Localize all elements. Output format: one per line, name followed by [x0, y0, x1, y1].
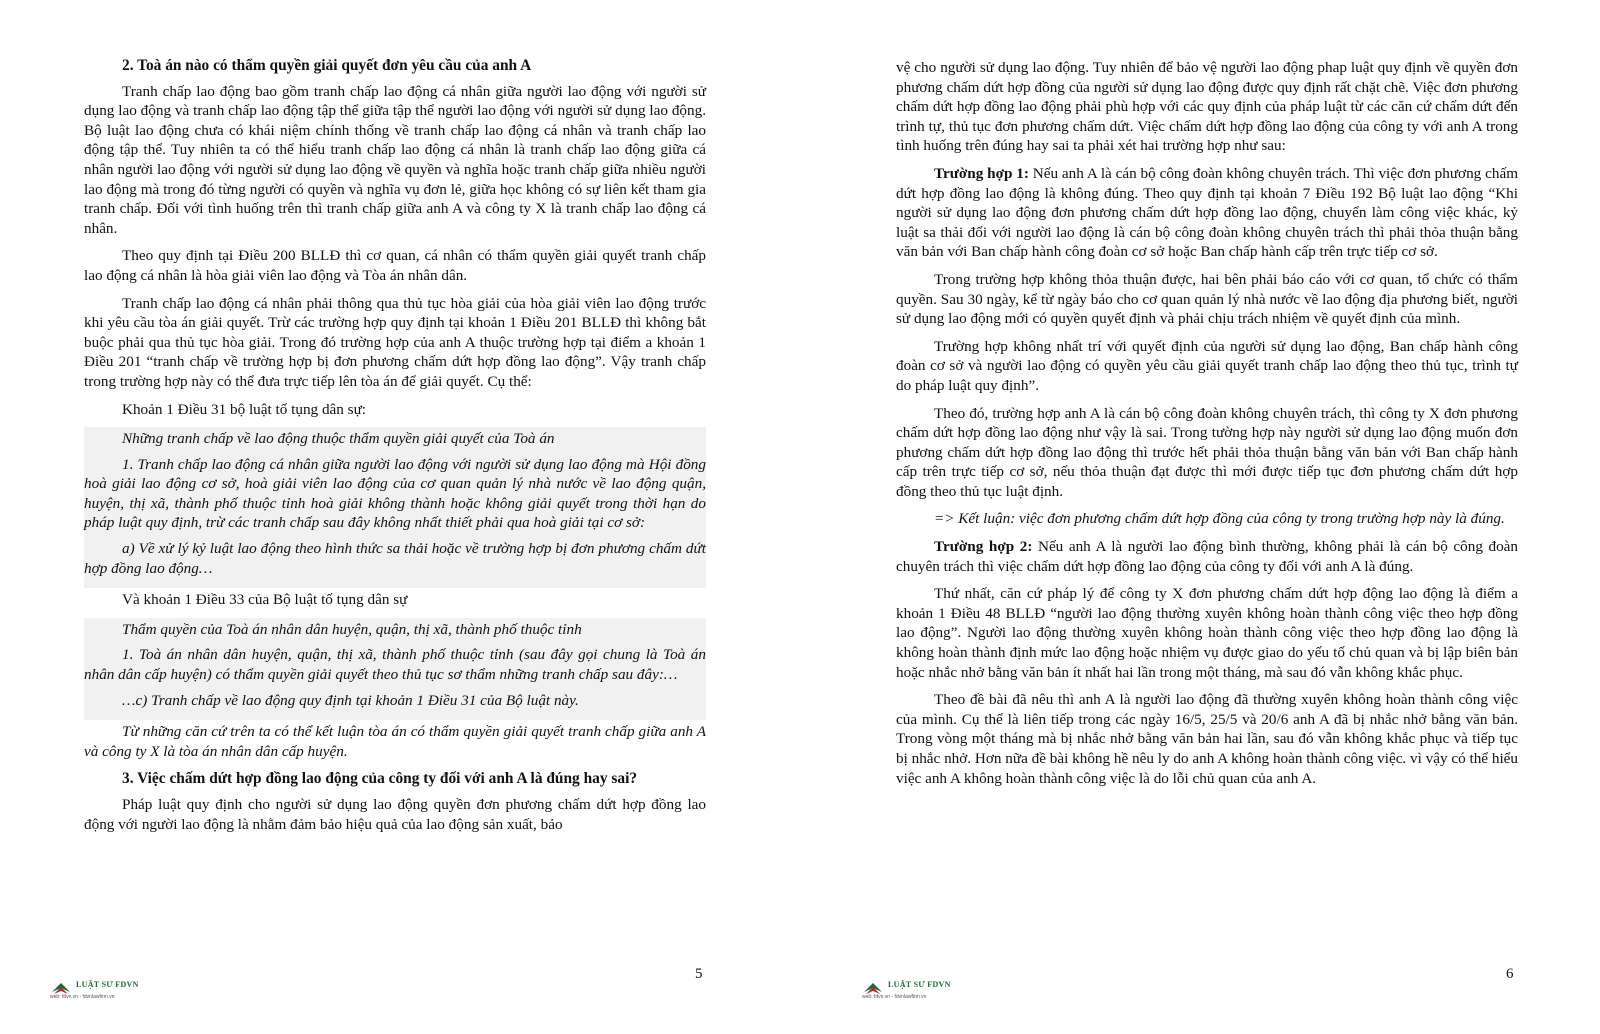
page-5-body	[84, 56, 706, 842]
paragraph: Tranh chấp lao động bao gồm tranh chấp lao động cá nhân giữa người lao động với người sử dụng lao động và tranh chấp lao động tập thể giữa tập thể người lao động với người sử dụng lao động. Bộ luật lao động chưa có khái niệm chính thống về tranh chấp lao động cá nhân và tranh chấp lao động tập thể. Tuy nhiên ta có thể hiểu tranh chấp lao động cá nhân là tranh chấp lao động giữa cá nhân người lao động với người sử dụng lao động về quyền và nghĩa hoặc tranh chấp giữa nhiều người lao động mà trong đó từng người có quyền và nghĩa vụ đơn lẻ, giữa học không có sự liên kết tham gia tranh chấp. Đối với tình huống trên thì tranh chấp giữa anh A và công ty X là tranh chấp lao động cá nhân.	[84, 82, 706, 237]
legal-quote-article-31	[84, 427, 706, 588]
footer-logo	[862, 977, 972, 1005]
paragraph: Pháp luật quy định cho người sử dụng lao động quyền đơn phương chấm dứt hợp đồng lao động với người lao động là nhằm đảm bảo hiệu quả của lao động sản xuất, bảo	[84, 796, 706, 833]
footer-logo	[50, 977, 160, 1005]
paragraph: Trường hợp không nhất trí với quyết định của người sử dụng lao động, Ban chấp hành công đoàn cơ sở và người lao động có quyền yêu cầu giải quyết tranh chấp lao động theo thủ tục, trình tự do pháp luật quy định”.	[896, 337, 1518, 394]
quote-paragraph: 1. Tranh chấp lao động cá nhân giữa người lao động với người sử dụng lao động mà Hội đồng hoà giải lao động cơ sở, hoà giải viên lao động của cơ quan quản lý nhà nước về lao động quận, huyện, thị xã, thành phố thuộc tỉnh hoà giải không thành hoặc không giải quyết trong thời hạn do pháp luật quy định, trừ các tranh chấp sau đây không nhất thiết phải qua hoà giải tại cơ sở:	[84, 455, 706, 532]
paragraph: Thứ nhất, căn cứ pháp lý để công ty X đơn phương chấm dứt hợp động lao động là điểm a khoản 1 Điều 48 BLLĐ “người lao động thường xuyên không hoàn thành công việc theo hợp đồng lao động”. Người lao động thường xuyên không hoàn thành công việc theo hợp đồng lao động là không hoàn thành định mức lao động hoặc nhiệm vụ được giao do yếu tố chủ quan và bị lập biên bản hoặc nhắc nhở bằng văn bản ít nhất hai lần trong một tháng, mà sau đó vẫn không khắc phục.	[896, 585, 1518, 681]
document-page-6	[800, 0, 1600, 1034]
paragraph: Khoản 1 Điều 31 bộ luật tố tụng dân sự:	[122, 400, 367, 418]
case-1-paragraph	[896, 164, 1518, 262]
section-heading-3: 3. Việc chấm dứt hợp đồng lao động của công ty đối với anh A là đúng hay sai?	[122, 770, 638, 788]
paragraph: Theo đề bài đã nêu thì anh A là người lao động đã thường xuyên không hoàn thành công việc của mình. Cụ thể là liên tiếp trong các ngày 16/5, 25/5 và 20/6 anh A đã bị nhắc nhở bằng văn bản. Trong vòng một tháng mà bị nhắc nhở bằng văn bản hai lần, sau đó vẫn không khắc phục và tiếp tục bị nhắc nhở. Hơn nữa đề bài không hề nêu ly do anh A không hoàn thành công việc. vì vậy có thể hiểu việc anh A không hoàn thành công việc là do lỗi chủ quan của anh A.	[896, 691, 1518, 787]
logo-sub-text: web: fdvn.vn - fdvnlawfirm.vn	[862, 994, 927, 1000]
case-2-text: Nếu anh A là người lao động bình thường, không phải là cán bộ công đoàn chuyên trách thì việc chấm dứt hợp đồng lao động của công ty đối với anh A là đúng.	[896, 538, 1519, 575]
quote-paragraph: Những tranh chấp về lao động thuộc thẩm quyền giải quyết của Toà án	[122, 430, 555, 448]
logo-brand-text: LUẬT SƯ FDVN	[888, 980, 951, 989]
paragraph: Và khoản 1 Điều 33 của Bộ luật tố tụng dân sự	[122, 591, 408, 609]
quote-paragraph: a) Về xử lý kỷ luật lao động theo hình thức sa thải hoặc về trường hợp bị đơn phương chấm dứt hợp đồng lao động…	[84, 540, 706, 577]
paragraph: vệ cho người sử dụng lao động. Tuy nhiên để bảo vệ người lao động phap luật quy định về quyền đơn phương chấm dứt hợp đồng của người sử dụng lao động được quy định rất chặt chẽ. Việc đơn phương chấm dứt hợp đồng lao động phải phù hợp với các quy định của pháp luật từ các căn cứ chấm dứt đến trình tự, thủ tục đơn phương chấm dứt. Việc chấm dứt hợp đồng lao động của công ty với anh A trong tình huống trên đúng hay sai ta phải xét hai trường hợp như sau:	[896, 59, 1518, 155]
case-2-paragraph	[896, 537, 1518, 576]
logo-brand-text: LUẬT SƯ FDVN	[76, 980, 139, 989]
paragraph: Tranh chấp lao động cá nhân phải thông qua thủ tục hòa giải của hòa giải viên lao động trước khi yêu cầu tòa án giải quyết. Trừ các trường hợp quy định tại khoản 1 Điều 201 BLLĐ thì không bắt buộc phải qua thủ tục hòa giải. Trong đó trường hợp của anh A thuộc trường hợp tại điểm a khoản 1 Điều 201 “tranh chấp về trường hợp bị đơn phương chấm dứt hợp đồng lao động”. Vậy tranh chấp trong trường hợp này có thể đưa trực tiếp lên tòa án để giải quyết. Cụ thể:	[84, 294, 706, 390]
paragraph: Trong trường hợp không thỏa thuận được, hai bên phải báo cáo với cơ quan, tổ chức có thẩm quyền. Sau 30 ngày, kể từ ngày báo cho cơ quan quản lý nhà nước về lao động địa phương biết, người sử dụng lao động mới có quyền quyết định và phải chịu trách nhiệm về quyết định của mình.	[896, 270, 1518, 328]
conclusion-paragraph: => Kết luận: việc đơn phương chấm dứt hợp đồng của công ty trong trường hợp này là đúng.	[934, 510, 1505, 528]
case-1-text: Nếu anh A là cán bộ công đoàn không chuyên trách. Thì việc đơn phương chấm dứt hợp đồng lao động là không đúng. Theo quy định tại khoản 7 Điều 192 Bộ luật lao động “Khi người sử dụng lao động đơn phương chấm dứt hợp đồng lao động, chuyển làm công việc khác, kỷ luật sa thải đối với người lao động là cán bộ công đoàn không chuyên trách thì phải thỏa thuận bằng văn bản với Ban chấp hành công đoàn cơ sở hoặc Ban chấp hành cấp trên trực tiếp cơ sở.	[896, 164, 1519, 261]
page-number: 6	[1506, 966, 1514, 982]
legal-quote-article-33	[84, 618, 706, 720]
case-2-label: Trường hợp 2:	[934, 538, 1033, 556]
quote-paragraph: Thẩm quyền của Toà án nhân dân huyện, quận, thị xã, thành phố thuộc tỉnh	[122, 620, 582, 638]
paragraph: Theo quy định tại Điều 200 BLLĐ thì cơ quan, cá nhân có thẩm quyền giải quyết tranh chấp lao động cá nhân là hòa giải viên lao động và Tòa án nhân dân.	[84, 247, 706, 284]
case-1-label: Trường hợp 1:	[934, 164, 1029, 182]
quote-paragraph: …c) Tranh chấp về lao động quy định tại khoản 1 Điều 31 của Bộ luật này.	[122, 691, 579, 709]
quote-paragraph: 1. Toà án nhân dân huyện, quận, thị xã, thành phố thuộc tỉnh (sau đây gọi chung là Toà án nhân dân cấp huyện) có thẩm quyền giải quyết theo thủ tục sơ thẩm những tranh chấp sau đây:…	[84, 646, 706, 684]
page-number: 5	[695, 966, 703, 982]
conclusion-paragraph: Từ những căn cứ trên ta có thể kết luận tòa án có thẩm quyền giải quyết tranh chấp giữa anh A và công ty X là tòa án nhân dân cấp huyện.	[84, 723, 706, 760]
paragraph: Theo đó, trường hợp anh A là cán bộ công đoàn không chuyên trách, thì công ty X đơn phương chấm dứt hợp đồng lao động như vậy là sai. Trong tường hợp này người sử dụng lao động muốn đơn phương chấm dứt hợp đồng lao động thì trước hết phải thỏa thuận bằng văn bản với Ban chấp hành cấp trên trực tiếp cơ sở, nếu thỏa thuận đạt được thì mới được tiếp tục đơn phương chấm dứt hợp đồng theo thủ tục luật định.	[896, 404, 1518, 500]
logo-sub-text: web: fdvn.vn - fdvnlawfirm.vn	[50, 994, 115, 1000]
section-heading-2: 2. Toà án nào có thẩm quyền giải quyết đơn yêu cầu của anh A	[122, 57, 532, 74]
page-6-body	[896, 58, 1518, 796]
